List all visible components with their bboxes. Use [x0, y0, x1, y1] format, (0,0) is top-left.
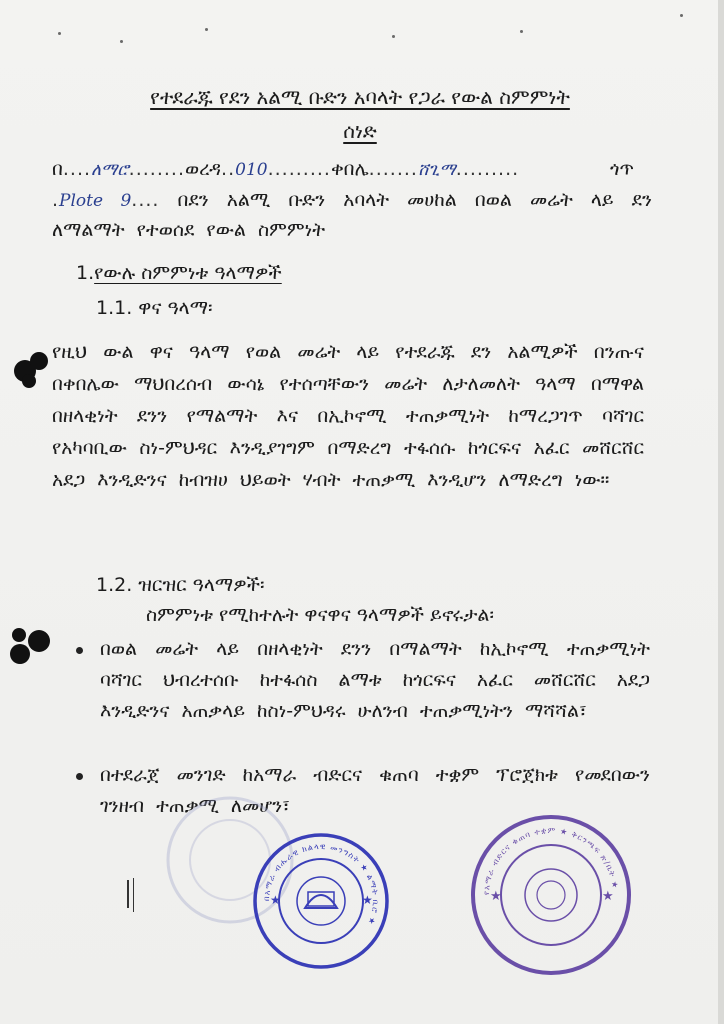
svg-text:★: ★	[490, 889, 502, 904]
dotted-fill: ....	[62, 158, 92, 180]
handwritten-plot: Plote 9	[59, 191, 132, 211]
scan-speck	[205, 28, 208, 31]
punch-hole	[10, 644, 30, 664]
handwritten-wereda-number: 010	[235, 160, 268, 180]
wereda-label: ወረዳ	[185, 158, 222, 180]
punch-hole	[28, 630, 50, 652]
dotted-fill: .........	[267, 158, 331, 180]
goth-label: ጎጥ	[610, 158, 634, 180]
dotted-fill: .......	[368, 158, 418, 180]
purple-round-seal	[468, 812, 634, 978]
intro-paragraph	[52, 186, 652, 245]
intro-text: በደን አልሚ ቡድን አባላት መሀከል በወል መሬት ላይ ደን ለማልማት የተወሰደ የውል ስምምነት	[52, 189, 652, 241]
section-title: የውሉ ስምምነቱ ዓላማዎች	[94, 262, 282, 284]
location-line	[52, 158, 519, 180]
kebele-label: ቀበሌ	[330, 158, 369, 180]
bullet-dot-icon	[76, 647, 83, 654]
blue-round-seal	[250, 830, 392, 972]
title-line-2: ሰነድ	[343, 119, 377, 143]
section-1-heading	[76, 262, 282, 284]
margin-mark	[127, 880, 129, 908]
dotted-fill: ..	[221, 158, 236, 180]
bullet-text: በተደራጀ መንገድ ከአማራ ብድርና ቁጠባ ተቋም ፕሮጀክቱ የመደበውን ገንዘብ ተጠቃሚ ለመሆን፣	[100, 764, 650, 817]
scan-speck	[680, 14, 683, 17]
dotted-fill: ........	[128, 158, 185, 180]
punch-hole	[30, 352, 48, 370]
scan-speck	[520, 30, 523, 33]
svg-text:★: ★	[602, 889, 614, 904]
bullet-dot-icon	[76, 773, 83, 780]
subsection-1-2-heading: 1.2. ዝርዝር ዓላማዎች፡	[96, 574, 265, 596]
scan-speck	[58, 32, 61, 35]
dotted-fill: ....	[131, 189, 160, 211]
main-purpose-paragraph: የዚህ ውል ዋና ዓላማ የወል መሬት ላይ የተደራጁ ደን አልሚዎች በንጡና በቀበሌው ማህበረሰብ ውሳኔ የተሰጣቸውን መሬት ለታለመለት ዓላማ በማዋል በዘላቂነት ደንን የማልማት እና በኢኮኖሚ ተጠቃሚነት ከማረጋገጥ ባሻገር የአካባቢው ስነ-ምህዳር እንዲያገግም በማድረግ ተፋሰሱ ከጎርፍና አፈር መሸርሸር አደጋ እንዲድንና ከብዝሀ ህይወት ሃብት ተጠቃሚ እንዲሆን ለማድረግ ነው።	[52, 341, 644, 491]
list-item	[76, 634, 650, 727]
section-number: 1.	[76, 262, 95, 284]
prefix-label: በ	[52, 158, 63, 180]
detailed-objectives-intro: ስምምነቱ የሚከተሉት ዋናዋና ዓላማዎች ይኖሩታል፡	[146, 604, 494, 626]
scan-speck	[120, 40, 123, 43]
title-line-1: የተደራጁ የደን አልሚ ቡድን አባላት የጋራ የውል ስምምነት	[150, 85, 570, 109]
margin-mark	[133, 878, 134, 912]
subsection-1-1-heading: 1.1. ዋና ዓላማ፡	[96, 297, 213, 319]
handwritten-kebele-name: ሸጊማ	[417, 160, 456, 180]
svg-text:★: ★	[362, 893, 373, 907]
svg-text:በአማራ ብሔራዊ ክልላዊ መንግስት ★ ልማት ቢሮ: በአማራ ብሔራዊ ክልላዊ መንግስት ★ ልማት ቢሮ ★	[261, 841, 381, 927]
dotted-fill: .........	[455, 158, 520, 180]
scan-speck	[392, 35, 395, 38]
page-edge	[718, 0, 724, 1024]
dotted-fill: .	[52, 189, 60, 211]
svg-text:★: ★	[270, 893, 281, 907]
svg-text:የአማራ ብድርና ቁጠባ ተቋም ★ ቅርንጫፍ ጽ/ቤት: የአማራ ብድርና ቁጠባ ተቋም ★ ቅርንጫፍ ጽ/ቤት ★	[481, 825, 620, 896]
punch-hole	[12, 628, 26, 642]
punch-hole	[22, 374, 36, 388]
handwritten-woreda-name: ለማሮ	[91, 160, 129, 180]
bullet-text: በወል መሬት ላይ በዘላቂነት ደንን በማልማት ከኢኮኖሚ ተጠቃሚነት ባሻገር ህብረተሰቡ ከተፋሰስ ልማቱ ከጎርፍና አፈር መሸርሸር አደጋ እንዲድንና አጠቃላይ ከስነ-ምህዳሩ ሁለንብ ተጠቃሚነትን ማሻሻል፣	[100, 638, 650, 722]
document-title	[40, 80, 680, 148]
